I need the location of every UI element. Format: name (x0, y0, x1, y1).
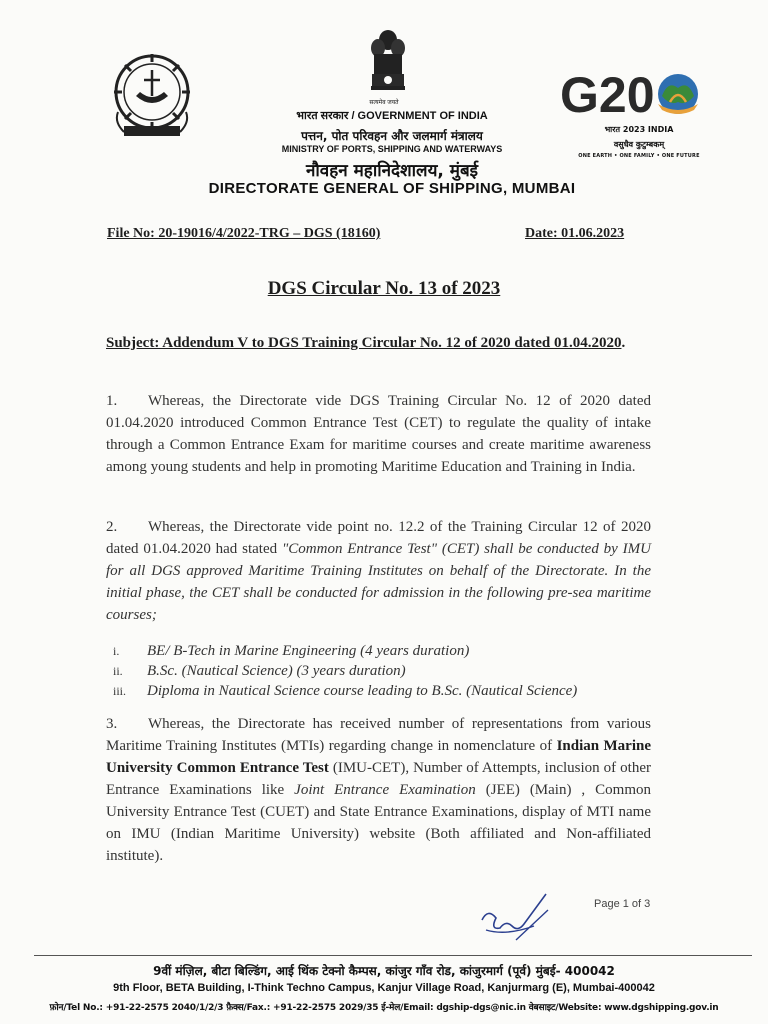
paragraph-text: Whereas, the Directorate vide DGS Training Circular No. 12 of 2020 dated 01.04.2020 introduced Common Entrance Test (CET) to regulate the quality of intake through a Common Entrance Exam for maritime courses and create maritime awareness among young students and help in promoting Maritime Education and Training in India. (106, 393, 651, 475)
list-text: B.Sc. (Nautical Science) (3 years duration) (147, 663, 406, 679)
dgs-english-heading: DIRECTORATE GENERAL OF SHIPPING, MUMBAI (208, 180, 576, 197)
list-text: BE/ B-Tech in Marine Engineering (4 years duration) (147, 643, 470, 659)
file-number: File No: 20-19016/4/2022-TRG – DGS (18160) (107, 226, 381, 241)
footer-divider (34, 955, 752, 956)
subject-text: Subject: Addendum V to DGS Training Circular No. 12 of 2020 dated 01.04.2020 (106, 335, 622, 351)
g20-logo-text: G20 (560, 67, 655, 123)
g20-year-line: भारत 2023 INDIA (604, 125, 674, 134)
ministry-hindi-heading: पत्तन, पोत परिवहन और जलमार्ग मंत्रालय (301, 129, 483, 143)
paragraph-text: Whereas, the Directorate has received number of representations from various Maritime Training Institutes (MTIs) regarding change in nomenclature of (106, 716, 651, 754)
g20-motto-line: वसुधैव कुटुम्बकम् (613, 140, 665, 149)
paragraph-3 (106, 713, 651, 867)
subject-line (106, 334, 651, 352)
national-emblem-icon (368, 26, 408, 104)
govt-of-india-heading: भारत सरकार / GOVERNMENT OF INDIA (296, 110, 488, 122)
footer-contact: फ़ोन/Tel No.: +91-22-2575 2040/1/2/3 फ़ैक्स/Fax.: +91-22-2575 2029/35 ई-मेल/Email: dgship-dgs@nic.in वेबसाइट/Website: www.dgshipping.gov.in (49, 1003, 719, 1013)
footer-address-english: 9th Floor, BETA Building, I-Think Techno Campus, Kanjur Village Road, Kanjurmarg (E), Mumbai-400042 (113, 982, 655, 994)
g20-tagline: ONE EARTH • ONE FAMILY • ONE FUTURE (578, 153, 700, 159)
page-number: Page 1 of 3 (594, 898, 651, 910)
paragraph-1 (106, 390, 651, 478)
paragraph-text: Whereas, the Directorate vide point no. 12.2 of the Training Circular 12 of 2020 dated 01.04.2020 had stated (106, 519, 651, 557)
list-number: iii. (113, 684, 127, 698)
signature-icon (476, 890, 556, 946)
circular-date: Date: 01.06.2023 (525, 226, 625, 241)
paragraph-number: 2. (106, 519, 118, 535)
paragraph-italic-text: Joint Entrance Examination (294, 782, 476, 798)
paragraph-number: 1. (106, 393, 118, 409)
course-list (113, 641, 673, 701)
list-item (113, 641, 673, 661)
circular-title: DGS Circular No. 13 of 2023 (267, 278, 501, 299)
emblem-motto: सत्यमेव जयते (369, 100, 399, 106)
ministry-english-heading: MINISTRY OF PORTS, SHIPPING AND WATERWAYS (281, 144, 503, 154)
paragraph-text: (JEE) (Main) , Common University Entrance Test (CUET) and State Entrance Examinations, display of MTI name on IMU (Indian Maritime University) website (Both affiliated and Non-affiliated institute). (106, 782, 651, 864)
dgs-hindi-heading: नौवहन महानिदेशालय, मुंबई (305, 161, 479, 181)
paragraph-quote: "Common Entrance Test" (CET) shall be conducted by IMU for all DGS approved Maritime Training Institutes on behalf of the Directorate. In the initial phase, the CET shall be conducted for admission in the following pre-sea maritime courses; (106, 541, 651, 623)
g20-caption (574, 124, 704, 159)
footer-address-hindi: 9वीं मंज़िल, बीटा बिल्डिंग, आई थिंक टेक्नो कैम्पस, कांजुर गाँव रोड, कांजुरमार्ग (पूर्व) मुंबई- 400042 (153, 964, 615, 978)
paragraph-number: 3. (106, 716, 118, 732)
paragraph-text: (IMU-CET), Number of Attempts, inclusion of other Entrance Examinations like (106, 760, 651, 798)
list-item (113, 681, 673, 701)
paragraph-bold-text: Indian Marine University Common Entrance Test (106, 738, 652, 776)
subject-trailing: . (621, 335, 626, 351)
paragraph-2 (106, 516, 651, 626)
list-number: ii. (113, 664, 123, 678)
list-item (113, 661, 673, 681)
list-text: Diploma in Nautical Science course leading to B.Sc. (Nautical Science) (147, 683, 578, 699)
list-number: i. (113, 644, 120, 658)
